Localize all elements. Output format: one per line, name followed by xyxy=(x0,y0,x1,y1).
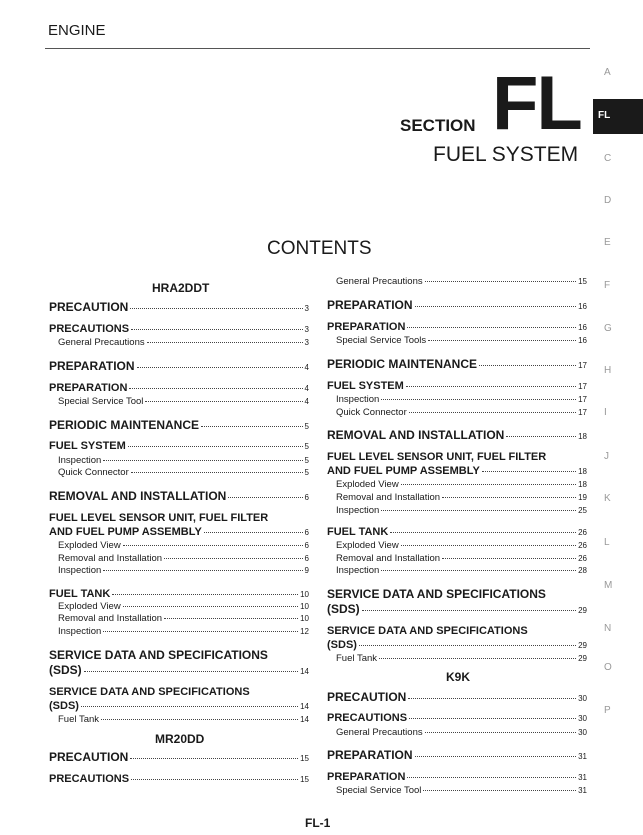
toc-entry-page: 15 xyxy=(300,775,309,784)
toc-entry-page: 26 xyxy=(578,554,587,563)
toc-entry-page: 5 xyxy=(304,468,309,477)
toc-entry[interactable] xyxy=(327,407,587,418)
toc-entry-title: General Precautions xyxy=(336,276,423,287)
toc-entry-title: PRECAUTIONS xyxy=(327,712,408,724)
toc-entry-title: REMOVAL AND INSTALLATION xyxy=(327,428,505,442)
toc-dot-leader xyxy=(442,558,576,559)
toc-dot-leader xyxy=(128,446,303,447)
section-index-letter[interactable]: C xyxy=(604,153,612,164)
toc-entry-title: General Precautions xyxy=(336,727,423,738)
toc-dot-leader xyxy=(407,327,576,328)
toc-entry-title: (SDS) xyxy=(49,663,82,677)
section-index-letter[interactable]: E xyxy=(604,237,611,248)
toc-dot-leader xyxy=(130,758,298,759)
toc-entry-title: PREPARATION xyxy=(327,298,413,312)
toc-entry[interactable] xyxy=(49,601,309,612)
toc-entry-title: Quick Connector xyxy=(336,407,407,418)
toc-entry-page: 3 xyxy=(304,338,309,347)
toc-dot-leader xyxy=(103,631,298,632)
toc-dot-leader xyxy=(415,306,577,307)
toc-entry-title: Inspection xyxy=(336,394,380,405)
toc-entry-page: 5 xyxy=(304,442,309,451)
page-number: FL-1 xyxy=(305,816,331,830)
section-index-letter[interactable]: J xyxy=(604,451,609,462)
toc-entry-title: Fuel Tank xyxy=(58,714,100,725)
toc-entry[interactable] xyxy=(49,750,309,764)
section-index-letter[interactable]: K xyxy=(604,493,611,504)
toc-entry-title: (SDS) xyxy=(327,602,360,616)
toc-entry-line1[interactable]: FUEL LEVEL SENSOR UNIT, FUEL FILTER xyxy=(49,512,269,524)
toc-entry-page: 14 xyxy=(300,667,309,676)
toc-entry[interactable] xyxy=(49,526,309,538)
toc-entry[interactable] xyxy=(327,357,587,371)
toc-entry-title: Quick Connector xyxy=(58,467,129,478)
toc-entry[interactable] xyxy=(49,714,309,725)
toc-entry-title: PRECAUTIONS xyxy=(49,323,130,335)
section-index-letter[interactable]: O xyxy=(604,662,612,673)
toc-entry[interactable] xyxy=(49,565,309,576)
section-code: FL xyxy=(492,61,581,146)
toc-entry[interactable] xyxy=(327,748,587,762)
toc-entry-title: Special Service Tool xyxy=(336,785,422,796)
contents-title: CONTENTS xyxy=(267,238,372,259)
toc-dot-leader xyxy=(112,594,298,595)
toc-entry[interactable] xyxy=(327,465,587,477)
toc-dot-leader xyxy=(131,329,302,330)
toc-entry-title: REMOVAL AND INSTALLATION xyxy=(49,489,227,503)
toc-dot-leader xyxy=(147,342,303,343)
toc-dot-leader xyxy=(415,756,577,757)
toc-entry-page: 6 xyxy=(304,528,309,537)
section-index-letter[interactable]: A xyxy=(604,67,611,78)
section-index-letter[interactable]: D xyxy=(604,195,612,206)
toc-entry-title: AND FUEL PUMP ASSEMBLY xyxy=(49,526,202,538)
toc-entry-title: PERIODIC MAINTENANCE xyxy=(327,357,478,371)
toc-entry-page: 4 xyxy=(304,363,309,372)
toc-entry-title: FUEL SYSTEM xyxy=(49,440,126,452)
section-title: FUEL SYSTEM xyxy=(433,143,579,166)
toc-entry[interactable] xyxy=(49,359,309,373)
toc-entry[interactable] xyxy=(49,323,309,335)
toc-dot-leader xyxy=(81,706,298,707)
toc-entry-title: PERIODIC MAINTENANCE xyxy=(49,418,200,432)
section-index-letter[interactable]: M xyxy=(604,580,613,591)
toc-entry-page: 6 xyxy=(304,541,309,550)
section-index-letter[interactable]: L xyxy=(604,537,610,548)
toc-entry-title: Exploded View xyxy=(336,540,399,551)
toc-entry[interactable] xyxy=(327,785,587,796)
toc-entry-title: PREPARATION xyxy=(49,359,135,373)
toc-entry-title: PREPARATION xyxy=(327,771,406,783)
toc-dot-leader xyxy=(506,436,576,437)
toc-entry-title: General Precautions xyxy=(58,337,145,348)
toc-dot-leader xyxy=(407,777,576,778)
toc-dot-leader xyxy=(409,412,576,413)
toc-entry-line1[interactable]: FUEL LEVEL SENSOR UNIT, FUEL FILTER xyxy=(327,451,547,463)
toc-entry-title: Special Service Tools xyxy=(336,335,427,346)
toc-entry-page: 6 xyxy=(304,554,309,563)
toc-dot-leader xyxy=(84,671,298,672)
toc-dot-leader xyxy=(103,570,302,571)
toc-entry-page: 29 xyxy=(578,641,587,650)
toc-entry[interactable] xyxy=(327,276,587,287)
toc-entry-title: PRECAUTION xyxy=(49,750,129,764)
toc-entry-page: 31 xyxy=(578,786,587,795)
toc-entry-title: (SDS) xyxy=(49,700,79,712)
toc-entry-title: FUEL SYSTEM xyxy=(327,380,404,392)
toc-entry-page: 6 xyxy=(304,493,309,502)
toc-entry-page: 31 xyxy=(578,752,587,761)
toc-dot-leader xyxy=(164,618,298,619)
toc-dot-leader xyxy=(425,281,576,282)
section-index-letter[interactable]: N xyxy=(604,623,612,634)
toc-dot-leader xyxy=(201,426,303,427)
toc-dot-leader xyxy=(390,532,576,533)
section-index-letter[interactable]: P xyxy=(604,705,611,716)
toc-entry-page: 4 xyxy=(304,384,309,393)
toc-entry-page: 17 xyxy=(578,395,587,404)
toc-entry-title: PREPARATION xyxy=(327,321,406,333)
toc-entry[interactable] xyxy=(49,396,309,407)
toc-entry-title: PRECAUTIONS xyxy=(49,773,130,785)
toc-entry[interactable] xyxy=(327,602,587,616)
toc-entry-title: FUEL TANK xyxy=(49,588,111,600)
section-index-letter[interactable]: I xyxy=(604,407,607,418)
toc-dot-leader xyxy=(409,718,576,719)
toc-dot-leader xyxy=(131,779,298,780)
toc-entry-title: PREPARATION xyxy=(49,382,128,394)
toc-entry[interactable] xyxy=(327,479,587,490)
toc-entry[interactable] xyxy=(327,540,587,551)
toc-dot-leader xyxy=(131,472,303,473)
toc-entry-title: Inspection xyxy=(336,565,380,576)
toc-entry-page: 19 xyxy=(578,493,587,502)
toc-entry[interactable] xyxy=(49,613,309,624)
toc-entry-page: 14 xyxy=(300,715,309,724)
toc-entry-title: PRECAUTION xyxy=(49,300,129,314)
toc-entry[interactable] xyxy=(49,663,309,677)
toc-entry-page: 17 xyxy=(578,361,587,370)
engine-heading-hra2ddt: HRA2DDT xyxy=(152,281,210,295)
toc-entry-title: Inspection xyxy=(58,455,102,466)
toc-entry[interactable] xyxy=(327,505,587,516)
toc-entry-page: 30 xyxy=(578,694,587,703)
toc-dot-leader xyxy=(204,532,303,533)
toc-entry-page: 18 xyxy=(578,432,587,441)
toc-entry-page: 31 xyxy=(578,773,587,782)
toc-entry[interactable] xyxy=(49,418,309,432)
toc-entry-page: 9 xyxy=(304,566,309,575)
toc-entry-page: 25 xyxy=(578,506,587,515)
toc-entry-page: 17 xyxy=(578,408,587,417)
toc-entry-title: Exploded View xyxy=(58,601,121,612)
toc-entry[interactable] xyxy=(327,771,587,783)
toc-dot-leader xyxy=(129,388,302,389)
toc-dot-leader xyxy=(401,545,576,546)
toc-entry-title: PREPARATION xyxy=(327,748,413,762)
section-word: SECTION xyxy=(400,116,476,135)
toc-entry-line1[interactable]: SERVICE DATA AND SPECIFICATIONS xyxy=(327,587,546,601)
toc-dot-leader xyxy=(381,510,576,511)
section-index-letter[interactable]: H xyxy=(604,365,612,376)
toc-entry[interactable] xyxy=(327,690,587,704)
toc-entry-page: 10 xyxy=(300,614,309,623)
toc-entry-title: Removal and Installation xyxy=(58,613,163,624)
toc-entry[interactable] xyxy=(327,553,587,564)
toc-entry-page: 15 xyxy=(578,277,587,286)
toc-dot-leader xyxy=(442,497,576,498)
toc-entry[interactable] xyxy=(327,653,587,664)
toc-entry-page: 17 xyxy=(578,382,587,391)
toc-entry-line1[interactable]: SERVICE DATA AND SPECIFICATIONS xyxy=(49,648,268,662)
toc-entry[interactable] xyxy=(327,394,587,405)
toc-entry[interactable] xyxy=(327,639,587,651)
toc-entry[interactable] xyxy=(327,727,587,738)
toc-entry[interactable] xyxy=(49,773,309,785)
header-rule xyxy=(45,48,590,49)
toc-dot-leader xyxy=(379,658,576,659)
toc-entry-title: Removal and Installation xyxy=(58,553,163,564)
toc-entry-page: 12 xyxy=(300,627,309,636)
toc-entry[interactable] xyxy=(49,626,309,637)
toc-entry-title: Removal and Installation xyxy=(336,553,441,564)
toc-entry-page: 14 xyxy=(300,702,309,711)
toc-entry[interactable] xyxy=(327,298,587,312)
toc-entry[interactable] xyxy=(327,492,587,503)
toc-entry-title: Fuel Tank xyxy=(336,653,378,664)
section-tab-label: FL xyxy=(598,110,611,121)
toc-entry-title: Exploded View xyxy=(336,479,399,490)
header-category: ENGINE xyxy=(48,22,106,39)
toc-entry-title: AND FUEL PUMP ASSEMBLY xyxy=(327,465,480,477)
toc-entry-page: 4 xyxy=(304,397,309,406)
toc-entry-title: Inspection xyxy=(336,505,380,516)
toc-entry-page: 18 xyxy=(578,467,587,476)
toc-entry[interactable] xyxy=(49,540,309,551)
toc-entry-title: FUEL TANK xyxy=(327,526,389,538)
toc-dot-leader xyxy=(130,308,302,309)
toc-entry-title: Inspection xyxy=(58,626,102,637)
toc-entry[interactable] xyxy=(327,335,587,346)
toc-dot-leader xyxy=(101,719,298,720)
toc-entry-page: 29 xyxy=(578,654,587,663)
toc-dot-leader xyxy=(103,460,302,461)
toc-entry-title: PRECAUTION xyxy=(327,690,407,704)
toc-entry-page: 3 xyxy=(304,325,309,334)
toc-entry-page: 26 xyxy=(578,541,587,550)
toc-dot-leader xyxy=(362,610,576,611)
toc-dot-leader xyxy=(228,497,302,498)
toc-entry-line1[interactable]: SERVICE DATA AND SPECIFICATIONS xyxy=(49,686,250,698)
toc-entry[interactable] xyxy=(49,700,309,712)
toc-dot-leader xyxy=(164,558,303,559)
toc-entry-title: Exploded View xyxy=(58,540,121,551)
toc-dot-leader xyxy=(406,386,576,387)
toc-dot-leader xyxy=(123,606,298,607)
toc-dot-leader xyxy=(137,367,303,368)
toc-entry-page: 10 xyxy=(300,602,309,611)
toc-dot-leader xyxy=(479,365,576,366)
toc-entry-title: (SDS) xyxy=(327,639,357,651)
toc-dot-leader xyxy=(381,570,576,571)
toc-entry-page: 5 xyxy=(304,422,309,431)
toc-dot-leader xyxy=(123,545,303,546)
toc-entry-page: 16 xyxy=(578,336,587,345)
toc-entry[interactable] xyxy=(49,467,309,478)
toc-entry-page: 26 xyxy=(578,528,587,537)
toc-entry-title: Inspection xyxy=(58,565,102,576)
toc-entry-page: 10 xyxy=(300,590,309,599)
toc-entry-title: Removal and Installation xyxy=(336,492,441,503)
toc-entry-page: 3 xyxy=(304,304,309,313)
toc-entry[interactable] xyxy=(49,455,309,466)
toc-entry[interactable] xyxy=(327,565,587,576)
toc-dot-leader xyxy=(381,399,576,400)
toc-dot-leader xyxy=(408,698,576,699)
toc-entry-page: 15 xyxy=(300,754,309,763)
toc-entry-page: 5 xyxy=(304,456,309,465)
section-index-letter[interactable]: F xyxy=(604,280,611,291)
toc-dot-leader xyxy=(359,645,576,646)
section-index-letter[interactable]: G xyxy=(604,323,612,334)
toc-entry[interactable] xyxy=(49,553,309,564)
toc-entry-page: 16 xyxy=(578,302,587,311)
toc-entry-title: Special Service Tool xyxy=(58,396,144,407)
toc-dot-leader xyxy=(482,471,576,472)
toc-entry[interactable] xyxy=(49,382,309,394)
toc-entry-line1[interactable]: SERVICE DATA AND SPECIFICATIONS xyxy=(327,625,528,637)
engine-heading-k9k: K9K xyxy=(446,670,471,684)
toc-entry[interactable] xyxy=(327,428,587,442)
toc-entry-page: 28 xyxy=(578,566,587,575)
toc-entry[interactable] xyxy=(327,380,587,392)
toc-entry[interactable] xyxy=(49,489,309,503)
toc-dot-leader xyxy=(401,484,576,485)
engine-heading-mr20dd: MR20DD xyxy=(155,732,205,746)
toc-entry-page: 16 xyxy=(578,323,587,332)
toc-entry-page: 30 xyxy=(578,728,587,737)
toc-entry[interactable] xyxy=(49,588,309,600)
toc-dot-leader xyxy=(145,401,302,402)
toc-entry[interactable] xyxy=(49,300,309,314)
toc-entry-page: 29 xyxy=(578,606,587,615)
toc-dot-leader xyxy=(428,340,576,341)
toc-entry[interactable] xyxy=(49,337,309,348)
toc-entry-page: 18 xyxy=(578,480,587,489)
toc-entry-page: 30 xyxy=(578,714,587,723)
toc-entry[interactable] xyxy=(327,712,587,724)
toc-entry[interactable] xyxy=(327,321,587,333)
toc-entry[interactable] xyxy=(49,440,309,452)
toc-dot-leader xyxy=(425,732,576,733)
toc-dot-leader xyxy=(423,790,576,791)
toc-entry[interactable] xyxy=(327,526,587,538)
